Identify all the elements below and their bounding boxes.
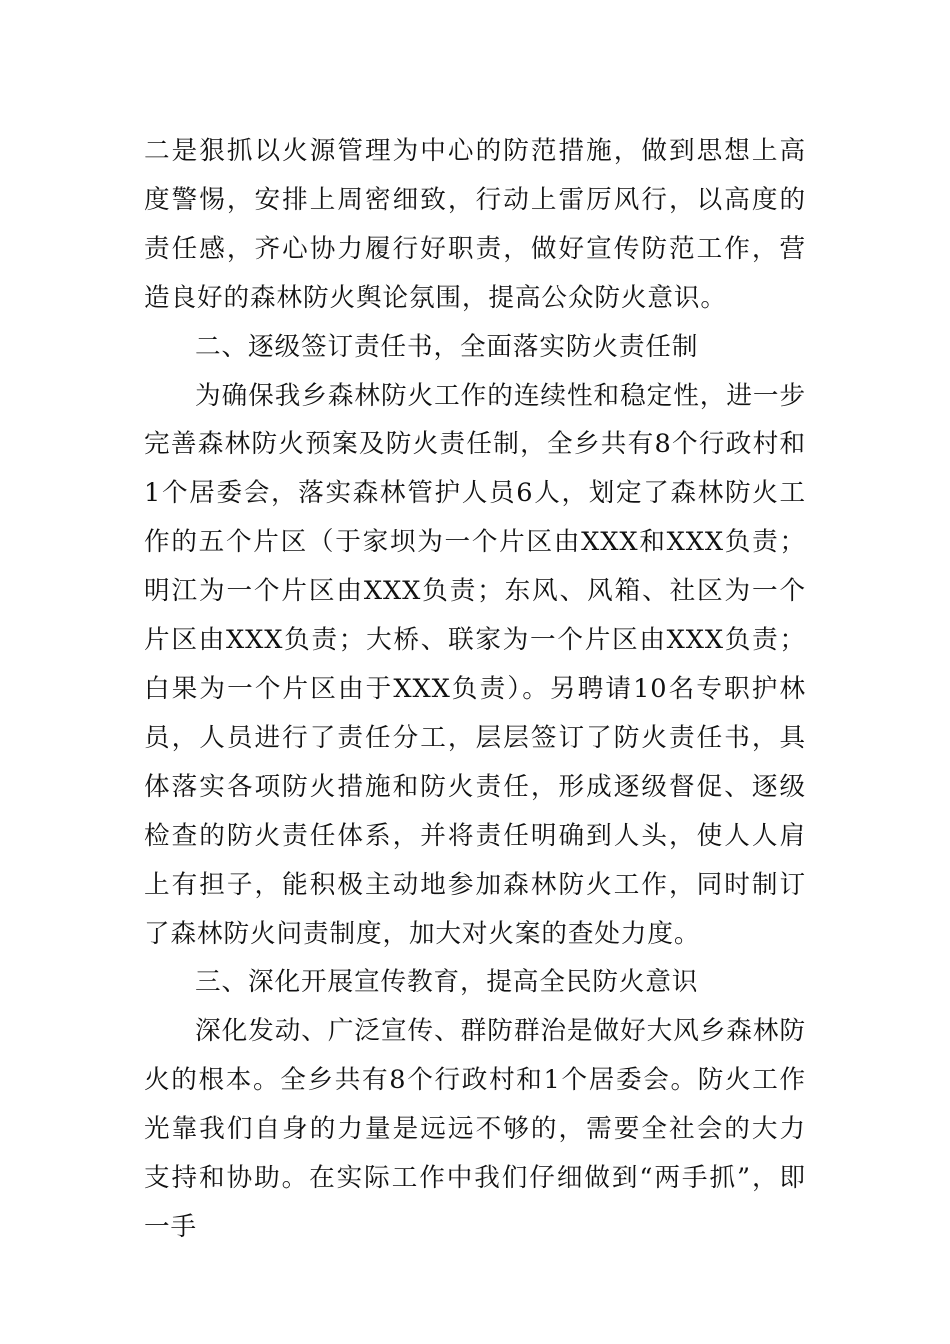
document-page bbox=[144, 127, 806, 1252]
paragraph-responsibility-details: 为确保我乡森林防火工作的连续性和稳定性，进一步完善森林防火预案及防火责任制，全乡共有8个行政村和1个居委会，落实森林管护人员6人，划定了森林防火工作的五个片区（于家坝为一个片区由XXX和XXX负责；明江为一个片区由XXX负责；东风、风箱、社区为一个片区由XXX负责；大桥、联家为一个片区由XXX负责；白果为一个片区由于XXX负责）。另聘请10名专职护林员，人员进行了责任分工，层层签订了防火责任书，具体落实各项防火措施和防火责任，形成逐级督促、逐级检查的防火责任体系，并将责任明确到人头，使人人肩上有担子，能积极主动地参加森林防火工作，同时制订了森林防火问责制度，加大对火案的查处力度。 bbox=[144, 380, 806, 949]
heading-publicity-education: 三、深化开展宣传教育，提高全民防火意识 bbox=[195, 967, 699, 998]
heading-responsibility-system: 二、逐级签订责任书，全面落实防火责任制 bbox=[195, 331, 699, 362]
paragraph-publicity-details: 深化发动、广泛宣传、群防群治是做好大风乡森林防火的根本。全乡共有8个行政村和1个居委会。防火工作光靠我们自身的力量是远远不够的，需要全社会的大力支持和协助。在实际工作中我们仔细做到“两手抓”，即一手 bbox=[144, 1016, 806, 1242]
paragraph-fire-source-management: 二是狠抓以火源管理为中心的防范措施，做到思想上高度警惕，安排上周密细致，行动上雷厉风行，以高度的责任感，齐心协力履行好职责，做好宣传防范工作，营造良好的森林防火舆论氛围，提高公众防火意识。 bbox=[144, 136, 806, 313]
